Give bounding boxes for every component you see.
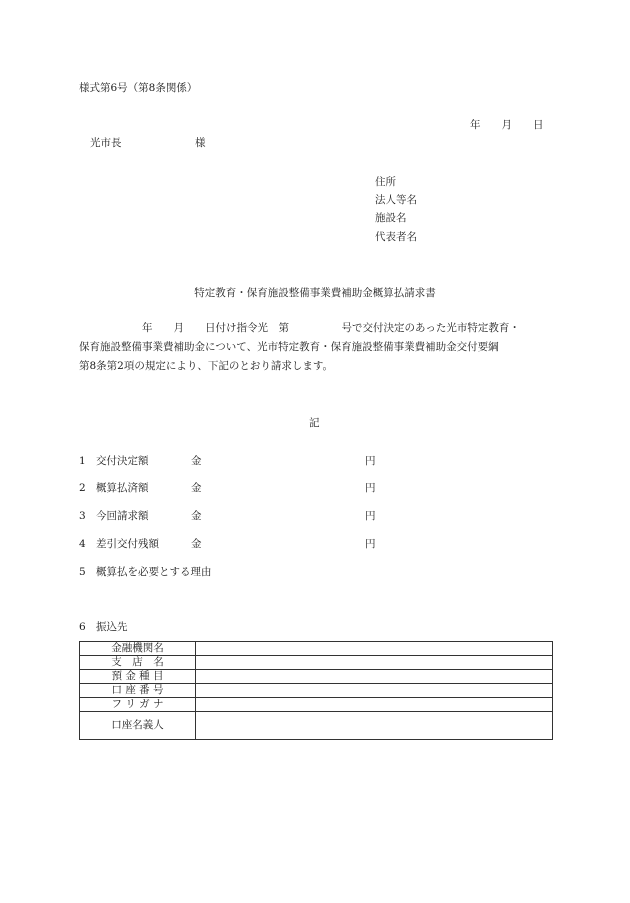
item-label: 交付決定額 <box>96 455 149 467</box>
bank-account-table <box>79 641 553 740</box>
reason-label: 概算払を必要とする理由 <box>96 566 212 578</box>
corp-name-label: 法人等名 <box>375 194 417 206</box>
body-line-1: 年 月 日付け指令光 第 号で交付決定のあった光市特定教育・ <box>79 322 520 334</box>
item-kin: 金 <box>191 510 202 522</box>
item-kin: 金 <box>191 538 202 550</box>
date-line: 年 月 日 <box>470 119 544 131</box>
addressee: 光市長 様 <box>90 137 206 149</box>
table-row <box>80 684 553 698</box>
body-line-3: 第8条第2項の規定により、下記のとおり請求します。 <box>79 360 334 372</box>
ki-heading: 記 <box>309 417 320 429</box>
form-number: 様式第6号（第8条関係） <box>79 82 198 94</box>
representative-label: 代表者名 <box>375 231 417 243</box>
item-kin: 金 <box>191 482 202 494</box>
item-label: 今回請求額 <box>96 510 149 522</box>
body-line-2: 保育施設整備事業費補助金について、光市特定教育・保育施設整備事業費補助金交付要綱 <box>79 341 499 353</box>
item-number: 4 <box>79 538 86 550</box>
item-yen: 円 <box>365 482 376 494</box>
reason-number: 5 <box>79 566 86 578</box>
table-row <box>80 670 553 684</box>
account-number-label: 口 座 番 号 <box>80 684 196 698</box>
table-row <box>80 712 553 740</box>
transfer-number: 6 <box>79 621 86 633</box>
branch-name-label: 支 店 名 <box>80 656 196 670</box>
deposit-type-label: 預 金 種 目 <box>80 670 196 684</box>
transfer-label: 振込先 <box>96 621 128 633</box>
item-number: 3 <box>79 510 86 522</box>
table-row <box>80 656 553 670</box>
item-number: 2 <box>79 482 86 494</box>
account-holder-label: 口座名義人 <box>80 712 196 740</box>
address-label: 住所 <box>375 176 396 188</box>
furigana-label: フ リ ガ ナ <box>80 698 196 712</box>
item-kin: 金 <box>191 455 202 467</box>
deposit-type-field[interactable] <box>196 670 553 684</box>
table-row <box>80 698 553 712</box>
furigana-field[interactable] <box>196 698 553 712</box>
branch-name-field[interactable] <box>196 656 553 670</box>
item-number: 1 <box>79 455 86 467</box>
bank-name-field[interactable] <box>196 642 553 656</box>
table-row <box>80 642 553 656</box>
item-yen: 円 <box>365 538 376 550</box>
document-title: 特定教育・保育施設整備事業費補助金概算払請求書 <box>194 287 436 299</box>
item-label: 差引交付残額 <box>96 538 159 550</box>
item-yen: 円 <box>365 455 376 467</box>
bank-name-label: 金融機関名 <box>80 642 196 656</box>
account-number-field[interactable] <box>196 684 553 698</box>
item-yen: 円 <box>365 510 376 522</box>
item-label: 概算払済額 <box>96 482 149 494</box>
facility-label: 施設名 <box>375 212 407 224</box>
account-holder-field[interactable] <box>196 712 553 740</box>
